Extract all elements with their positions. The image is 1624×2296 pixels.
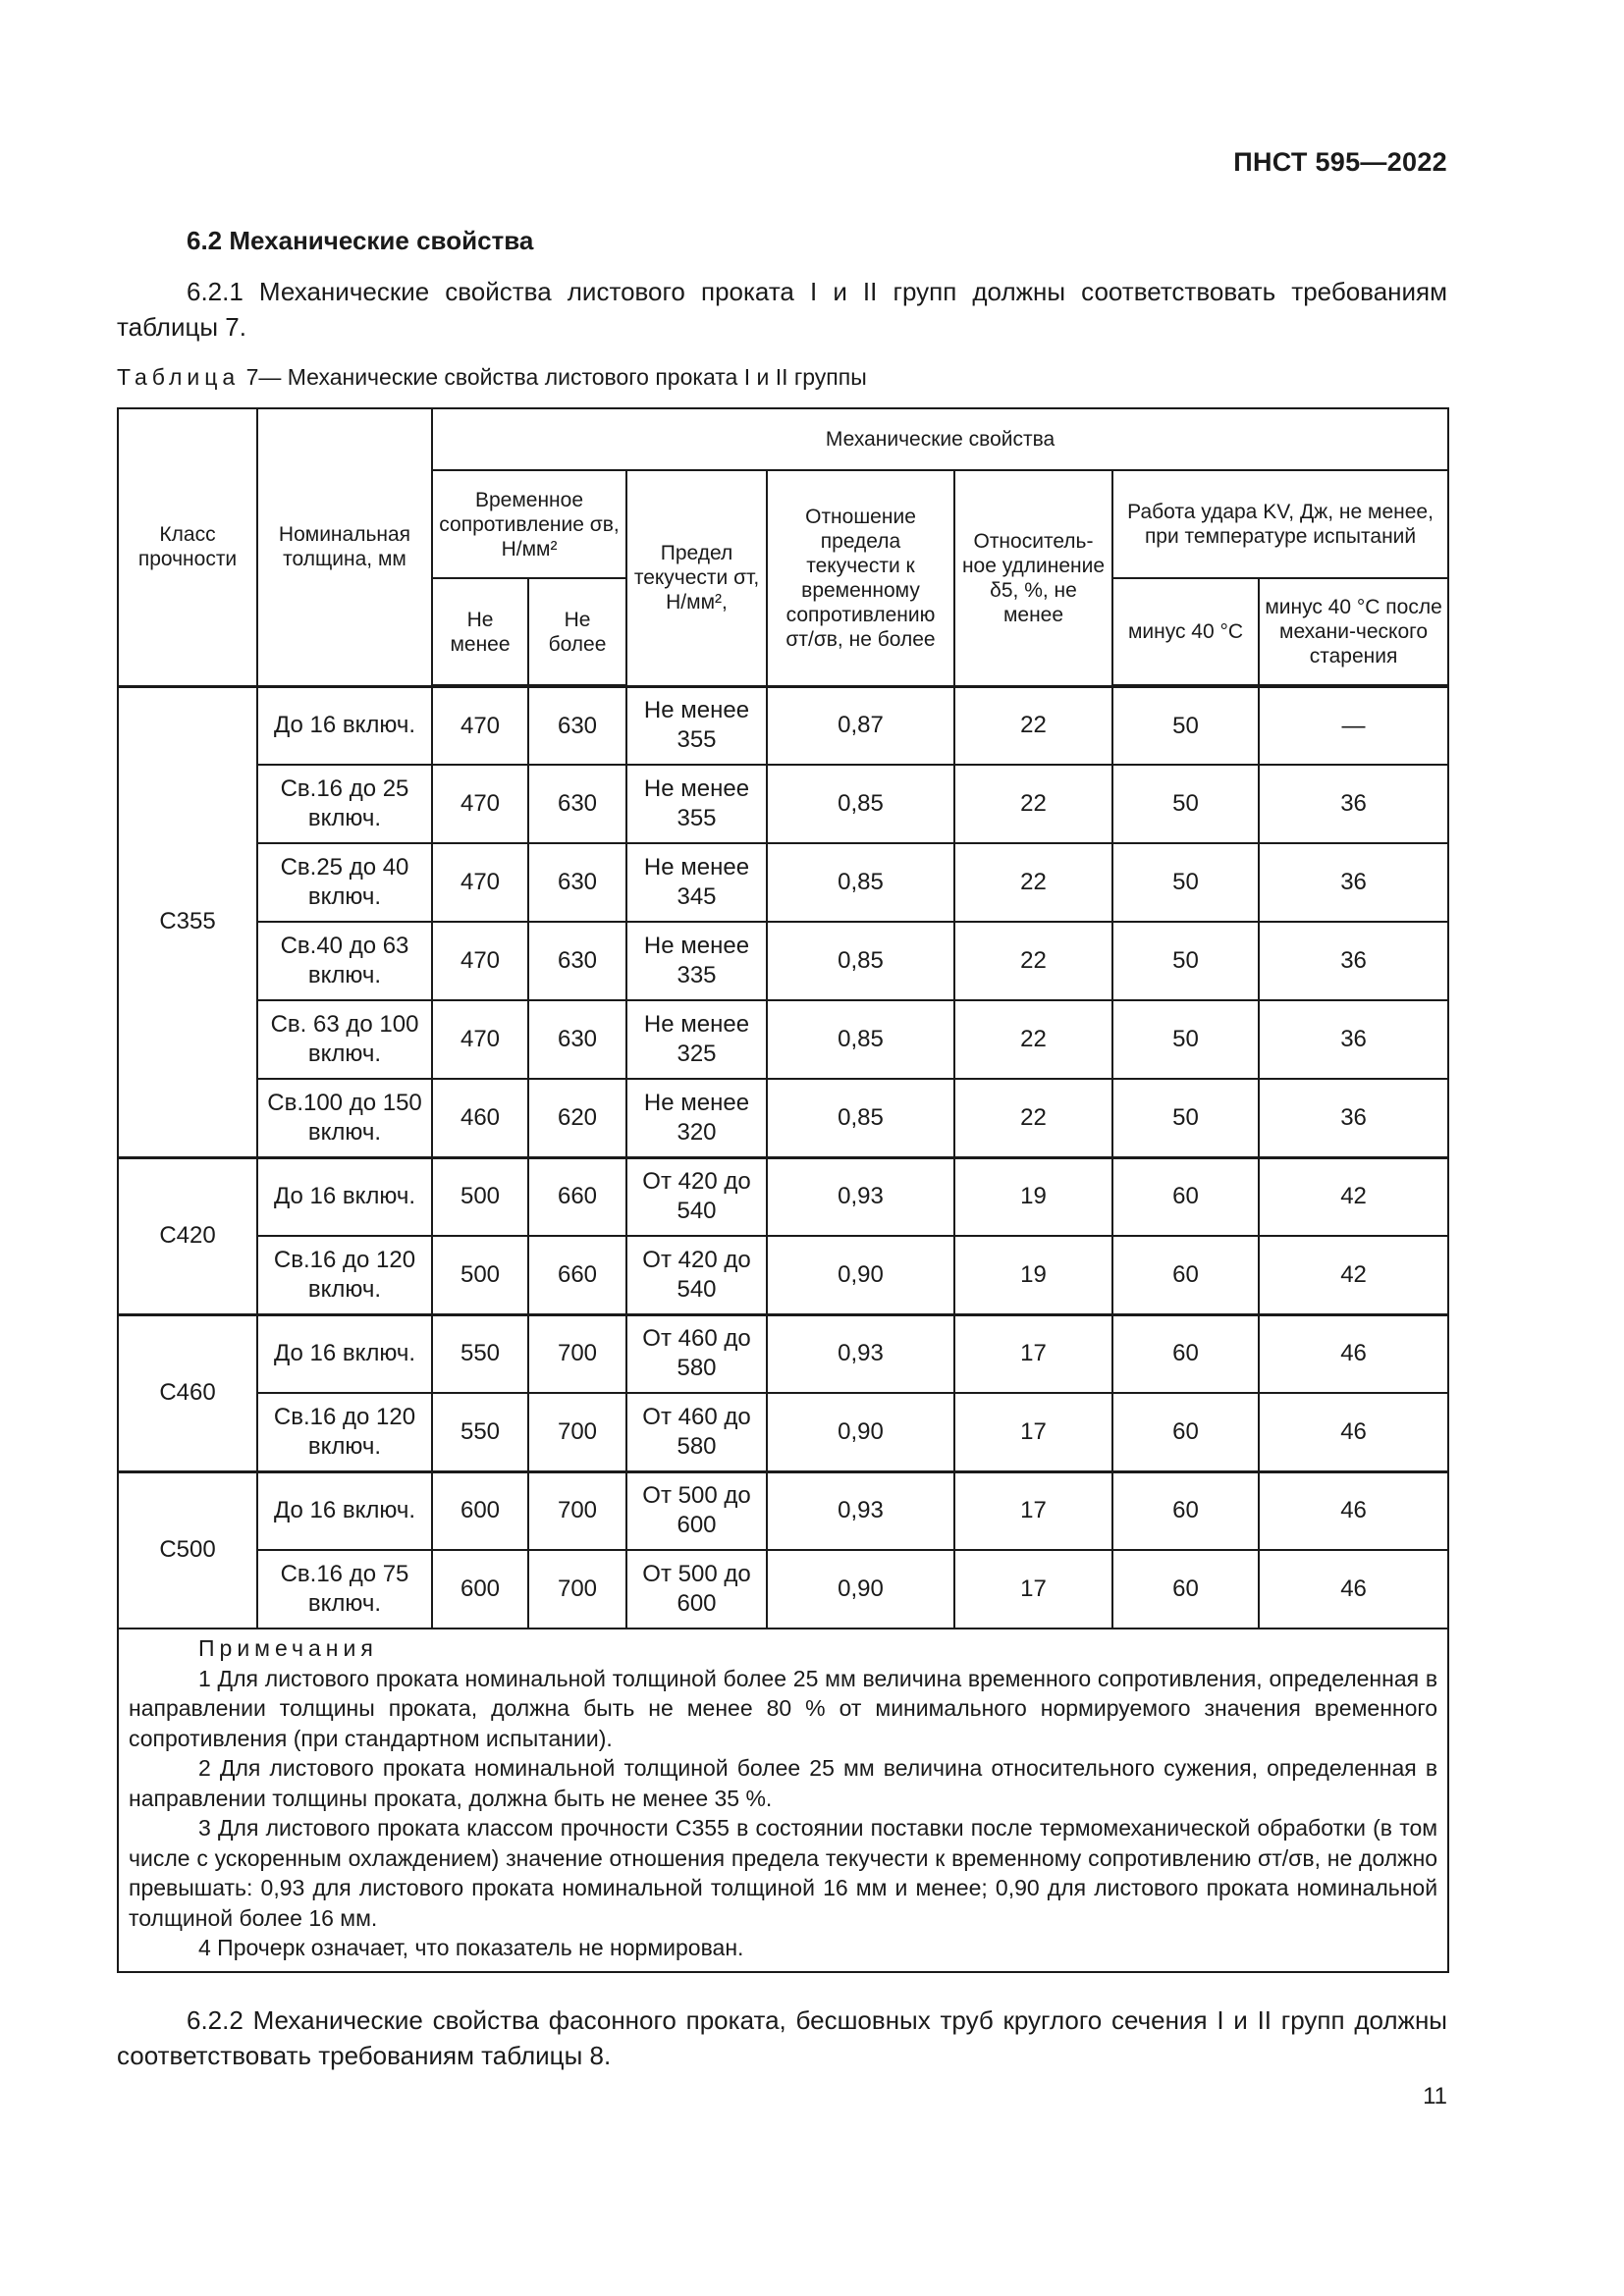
cell-elongation: 22 (954, 843, 1112, 922)
notes-title: Примечания (198, 1635, 378, 1661)
cell-thickness: До 16 включ. (257, 686, 432, 765)
cell-yield-strength: От 420 до 540 (626, 1236, 767, 1314)
cell-yield-strength: Не менее 325 (626, 1000, 767, 1079)
cell-thickness: Св.16 до 75 включ. (257, 1550, 432, 1629)
table-row (118, 922, 1448, 1000)
cell-yield-ratio: 0,93 (767, 1314, 954, 1393)
cell-thickness: До 16 включ. (257, 1157, 432, 1236)
table-row (118, 843, 1448, 922)
cell-yield-strength: От 420 до 540 (626, 1157, 767, 1236)
cell-impact-minus40-aged: 36 (1259, 922, 1448, 1000)
cell-tensile-min: 550 (432, 1393, 528, 1471)
cell-elongation: 22 (954, 1000, 1112, 1079)
cell-yield-ratio: 0,93 (767, 1157, 954, 1236)
note-1: 1 Для листового проката номинальной толщиной более 25 мм величина временного сопротивления, определенная в направлении толщины проката, должна быть не менее 80 % от минимального нормируемого значения временного сопротивления (при стандартном испытании). (129, 1665, 1438, 1751)
cell-strength-class: С460 (118, 1314, 257, 1471)
cell-impact-minus40: 50 (1112, 686, 1259, 765)
cell-impact-minus40-aged: 36 (1259, 1000, 1448, 1079)
cell-impact-minus40: 50 (1112, 922, 1259, 1000)
cell-yield-ratio: 0,90 (767, 1236, 954, 1314)
cell-tensile-max: 630 (528, 843, 626, 922)
paragraph-6-2-2: 6.2.2 Механические свойства фасонного проката, бесшовных труб круглого сечения I и II групп должны соответствовать требованиям таблицы 8. (117, 2005, 1447, 2070)
cell-tensile-max: 700 (528, 1471, 626, 1550)
cell-elongation: 17 (954, 1550, 1112, 1629)
cell-yield-strength: Не менее 345 (626, 843, 767, 922)
cell-impact-minus40: 60 (1112, 1314, 1259, 1393)
header-elongation: Относитель-ное удлинение δ5, %, не менее (954, 470, 1112, 686)
cell-tensile-min: 600 (432, 1471, 528, 1550)
cell-yield-ratio: 0,85 (767, 843, 954, 922)
document-code: ПНСТ 595—2022 (1233, 147, 1447, 177)
cell-thickness: Св. 63 до 100 включ. (257, 1000, 432, 1079)
cell-tensile-max: 700 (528, 1314, 626, 1393)
cell-elongation: 22 (954, 922, 1112, 1000)
cell-impact-minus40: 50 (1112, 843, 1259, 922)
cell-yield-ratio: 0,85 (767, 1079, 954, 1157)
cell-tensile-max: 700 (528, 1550, 626, 1629)
cell-strength-class: С420 (118, 1157, 257, 1314)
table-caption-label: Таблица (117, 364, 241, 390)
cell-tensile-max: 660 (528, 1236, 626, 1314)
table-notes (118, 1629, 1448, 1972)
cell-thickness: Св.16 до 120 включ. (257, 1393, 432, 1471)
cell-elongation: 17 (954, 1393, 1112, 1471)
table-row (118, 1000, 1448, 1079)
note-4: 4 Прочерк означает, что показатель не нормирован. (198, 1935, 744, 1960)
cell-elongation: 22 (954, 765, 1112, 843)
table-row (118, 1314, 1448, 1393)
note-2: 2 Для листового проката номинальной толщиной более 25 мм величина относительного сужения, определенная в направлении толщины проката, должна быть не менее 35 %. (129, 1755, 1438, 1811)
cell-yield-ratio: 0,90 (767, 1393, 954, 1471)
cell-tensile-min: 600 (432, 1550, 528, 1629)
cell-tensile-min: 470 (432, 922, 528, 1000)
cell-yield-strength: От 460 до 580 (626, 1393, 767, 1471)
cell-yield-ratio: 0,85 (767, 765, 954, 843)
cell-impact-minus40-aged: 36 (1259, 1079, 1448, 1157)
cell-impact-minus40-aged: — (1259, 686, 1448, 765)
cell-impact-minus40-aged: 42 (1259, 1157, 1448, 1236)
cell-impact-minus40: 50 (1112, 1000, 1259, 1079)
cell-thickness: До 16 включ. (257, 1314, 432, 1393)
cell-yield-strength: От 460 до 580 (626, 1314, 767, 1393)
header-yield-strength: Предел текучести σт, Н/мм², (626, 470, 767, 686)
cell-yield-strength: От 500 до 600 (626, 1471, 767, 1550)
table-row (118, 765, 1448, 843)
header-thickness: Номинальная толщина, мм (257, 408, 432, 686)
cell-impact-minus40: 50 (1112, 1079, 1259, 1157)
cell-elongation: 17 (954, 1314, 1112, 1393)
table-caption-text: 7— Механические свойства листового проката I и II группы (245, 364, 867, 390)
cell-tensile-min: 470 (432, 1000, 528, 1079)
cell-elongation: 17 (954, 1471, 1112, 1550)
cell-strength-class: С355 (118, 686, 257, 1157)
header-mechanical-properties: Механические свойства (432, 408, 1448, 470)
note-3: 3 Для листового проката классом прочности С355 в состоянии поставки после термомеханической обработки (в том числе с ускоренным охлаждением) значение отношения предела текучести к временному сопротивлению σт/σв, не должно превышать: 0,93 для листового проката номинальной толщиной 16 мм и менее; 0,90 для листового проката номинальной толщиной более 16 мм. (129, 1815, 1438, 1931)
cell-elongation: 22 (954, 1079, 1112, 1157)
header-yield-ratio: Отношение предела текучести к временному сопротивлению σт/σв, не более (767, 470, 954, 686)
cell-tensile-max: 660 (528, 1157, 626, 1236)
cell-thickness: Св.100 до 150 включ. (257, 1079, 432, 1157)
cell-tensile-min: 500 (432, 1236, 528, 1314)
header-impact-minus40: минус 40 °С (1112, 578, 1259, 686)
page-number: 11 (1423, 2083, 1447, 2109)
cell-tensile-max: 630 (528, 922, 626, 1000)
section-title: 6.2 Механические свойства (187, 226, 534, 255)
cell-yield-ratio: 0,85 (767, 922, 954, 1000)
table-row (118, 1471, 1448, 1550)
cell-impact-minus40-aged: 42 (1259, 1236, 1448, 1314)
cell-impact-minus40-aged: 36 (1259, 843, 1448, 922)
table-row (118, 686, 1448, 765)
table-row (118, 1236, 1448, 1314)
cell-impact-minus40: 60 (1112, 1157, 1259, 1236)
table-row (118, 1157, 1448, 1236)
cell-impact-minus40: 60 (1112, 1471, 1259, 1550)
cell-yield-strength: Не менее 355 (626, 765, 767, 843)
table-body (118, 686, 1448, 1629)
cell-thickness: Св.25 до 40 включ. (257, 843, 432, 922)
cell-yield-ratio: 0,93 (767, 1471, 954, 1550)
header-impact-minus40-aged: минус 40 °С после механи-ческого старения (1259, 578, 1448, 686)
cell-yield-strength: Не менее 335 (626, 922, 767, 1000)
cell-tensile-max: 700 (528, 1393, 626, 1471)
header-tensile-min: Не менее (432, 578, 528, 686)
cell-tensile-max: 630 (528, 1000, 626, 1079)
cell-tensile-max: 620 (528, 1079, 626, 1157)
cell-strength-class: С500 (118, 1471, 257, 1629)
cell-elongation: 22 (954, 686, 1112, 765)
cell-thickness: Св.40 до 63 включ. (257, 922, 432, 1000)
table-row (118, 1393, 1448, 1471)
cell-tensile-min: 470 (432, 843, 528, 922)
cell-tensile-max: 630 (528, 686, 626, 765)
cell-impact-minus40: 60 (1112, 1393, 1259, 1471)
header-class: Класс прочности (118, 408, 257, 686)
cell-thickness: Св.16 до 25 включ. (257, 765, 432, 843)
header-tensile-strength: Временное сопротивление σв, Н/мм² (432, 470, 626, 578)
header-impact-work: Работа удара KV, Дж, не менее, при температуре испытаний (1112, 470, 1448, 578)
cell-impact-minus40: 60 (1112, 1236, 1259, 1314)
cell-tensile-min: 470 (432, 686, 528, 765)
cell-yield-strength: От 500 до 600 (626, 1550, 767, 1629)
table-caption (117, 364, 867, 391)
cell-yield-ratio: 0,90 (767, 1550, 954, 1629)
table-row (118, 1079, 1448, 1157)
cell-impact-minus40: 50 (1112, 765, 1259, 843)
header-tensile-max: Не более (528, 578, 626, 686)
cell-thickness: Св.16 до 120 включ. (257, 1236, 432, 1314)
cell-yield-ratio: 0,85 (767, 1000, 954, 1079)
cell-tensile-min: 470 (432, 765, 528, 843)
cell-yield-strength: Не менее 355 (626, 686, 767, 765)
cell-elongation: 19 (954, 1157, 1112, 1236)
cell-impact-minus40-aged: 46 (1259, 1393, 1448, 1471)
cell-impact-minus40-aged: 46 (1259, 1471, 1448, 1550)
cell-tensile-max: 630 (528, 765, 626, 843)
cell-tensile-min: 460 (432, 1079, 528, 1157)
cell-thickness: До 16 включ. (257, 1471, 432, 1550)
cell-impact-minus40-aged: 46 (1259, 1314, 1448, 1393)
mechanical-properties-table (117, 407, 1449, 1973)
cell-impact-minus40-aged: 36 (1259, 765, 1448, 843)
table-row (118, 1550, 1448, 1629)
cell-yield-strength: Не менее 320 (626, 1079, 767, 1157)
paragraph-6-2-1: 6.2.1 Механические свойства листового проката I и II групп должны соответствовать требованиям таблицы 7. (117, 277, 1447, 342)
cell-tensile-min: 500 (432, 1157, 528, 1236)
cell-tensile-min: 550 (432, 1314, 528, 1393)
cell-impact-minus40-aged: 46 (1259, 1550, 1448, 1629)
cell-elongation: 19 (954, 1236, 1112, 1314)
cell-yield-ratio: 0,87 (767, 686, 954, 765)
cell-impact-minus40: 60 (1112, 1550, 1259, 1629)
